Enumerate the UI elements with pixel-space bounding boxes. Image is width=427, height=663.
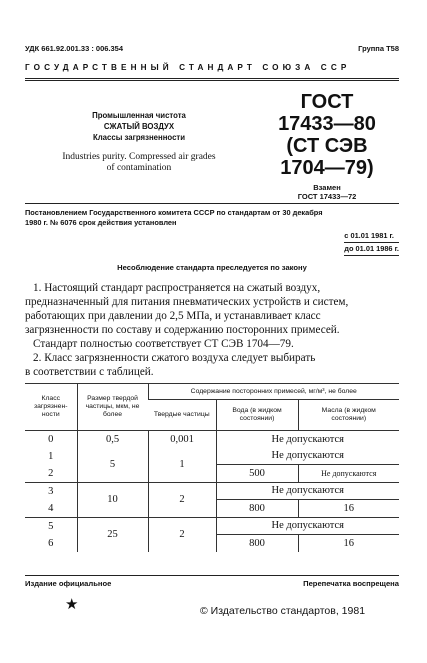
footer-rule <box>25 575 399 576</box>
st-sev-label: (СТ СЭВ <box>286 135 368 157</box>
class-cell: 3 <box>48 485 54 497</box>
paragraph-2: Стандарт полностью соответствует СТ СЭВ 1704—79. <box>33 338 294 350</box>
oil-cell: Не допускаются <box>298 465 399 483</box>
replaces-block <box>272 183 382 201</box>
size-cell: 5 <box>77 448 148 483</box>
decree-line1: Постановлением Государственного комитета СССР по стандартам от 30 декабря <box>25 208 323 217</box>
state-standard-banner: ГОСУДАРСТВЕННЫЙ СТАНДАРТ СОЮЗА ССР <box>25 63 351 72</box>
header-impurities: Содержание посторонних примесей, мг/м³, не более <box>148 384 399 400</box>
class-cell: 4 <box>48 502 54 514</box>
oil-cell: 16 <box>298 500 399 518</box>
paragraph-1 <box>25 281 399 379</box>
legal-notice: Несоблюдение стандарта преследуется по закону <box>117 263 307 272</box>
p1-line2: предназначенный для питания пневматических устройств и систем, <box>25 296 349 308</box>
header-water: Вода (в жидком состоянии) <box>216 400 298 431</box>
header-rule-top <box>25 78 399 79</box>
water-cell: 800 <box>216 535 298 552</box>
water-oil-cell: Не допускаются <box>216 431 399 448</box>
gost-designation <box>272 91 382 179</box>
reprint-prohibited: Перепечатка воспрещена <box>303 579 399 588</box>
solids-cell: 2 <box>148 482 216 517</box>
title-ru-line2: СЖАТЫЙ ВОЗДУХ <box>103 122 175 131</box>
decree-rule <box>25 203 399 204</box>
size-cell: 25 <box>77 517 148 552</box>
p1-line4: загрязненности по составу и содержанию посторонних примесей. <box>25 324 340 336</box>
header-oil: Масла (в жидком состоянии) <box>298 400 399 431</box>
title-russian <box>25 110 253 143</box>
title-en-line1: Industries purity. Compressed air grades <box>62 152 216 162</box>
table-row <box>25 431 399 448</box>
table-row <box>25 448 399 465</box>
water-oil-cell: Не допускаются <box>216 448 399 465</box>
water-oil-cell: Не допускаются <box>216 517 399 535</box>
udk-code: УДК 661.92.001.33 : 006.354 <box>25 44 124 53</box>
copyright: © Издательство стандартов, 1981 <box>200 605 366 617</box>
header-class: Класс загрязнен-ности <box>25 384 77 431</box>
replaces-gost: ГОСТ 17433—72 <box>297 192 357 201</box>
gost-label: ГОСТ <box>300 91 354 113</box>
title-english <box>25 152 253 174</box>
table-row <box>25 482 399 500</box>
header-solids: Твердые частицы <box>148 400 216 431</box>
oil-cell: 16 <box>298 535 399 552</box>
size-cell: 0,5 <box>77 431 148 448</box>
valid-from: с 01.01 1981 г. <box>344 230 399 243</box>
class-cell: 6 <box>48 537 54 549</box>
replaces-label: Взамен <box>313 183 341 192</box>
decree-line2: 1980 г. № 6076 срок действия установлен <box>25 218 177 227</box>
header-rule-bottom <box>25 80 399 81</box>
contamination-classes-table <box>25 383 399 552</box>
water-cell: 500 <box>216 465 298 483</box>
class-cell: 2 <box>48 467 54 479</box>
official-edition: Издание официальное <box>25 579 112 588</box>
p3-line2: в соответствии с таблицей. <box>25 366 154 378</box>
p3-line1: 2. Класс загрязненности сжатого воздуха следует выбирать <box>33 352 316 364</box>
table-row <box>25 517 399 535</box>
valid-to: до 01.01 1986 г. <box>344 243 399 256</box>
group-code: Группа Т58 <box>358 44 399 53</box>
p1-line3: работающих при давлении до 2,5 МПа, и устанавливает класс <box>25 310 321 322</box>
gost-number: 17433—80 <box>278 113 376 135</box>
decree-text <box>25 208 399 228</box>
water-cell: 800 <box>216 500 298 518</box>
st-sev-number: 1704—79) <box>280 157 374 179</box>
p1-line1: 1. Настоящий стандарт распространяется на сжатый воздух, <box>33 282 321 294</box>
title-ru-line1: Промышленная чистота <box>92 111 186 120</box>
solids-cell: 0,001 <box>148 431 216 448</box>
class-cell: 1 <box>48 450 54 462</box>
title-ru-line3: Классы загрязненности <box>92 133 186 142</box>
size-cell: 10 <box>77 482 148 517</box>
validity-period <box>344 230 399 256</box>
solids-cell: 2 <box>148 517 216 552</box>
header-particle-size: Размер твердой частицы, мкм, не более <box>77 384 148 431</box>
class-cell: 0 <box>48 433 54 445</box>
title-en-line2: of contamination <box>106 163 172 173</box>
star-icon: ★ <box>65 597 79 613</box>
water-oil-cell: Не допускаются <box>216 482 399 500</box>
class-cell: 5 <box>48 520 54 532</box>
solids-cell: 1 <box>148 448 216 483</box>
